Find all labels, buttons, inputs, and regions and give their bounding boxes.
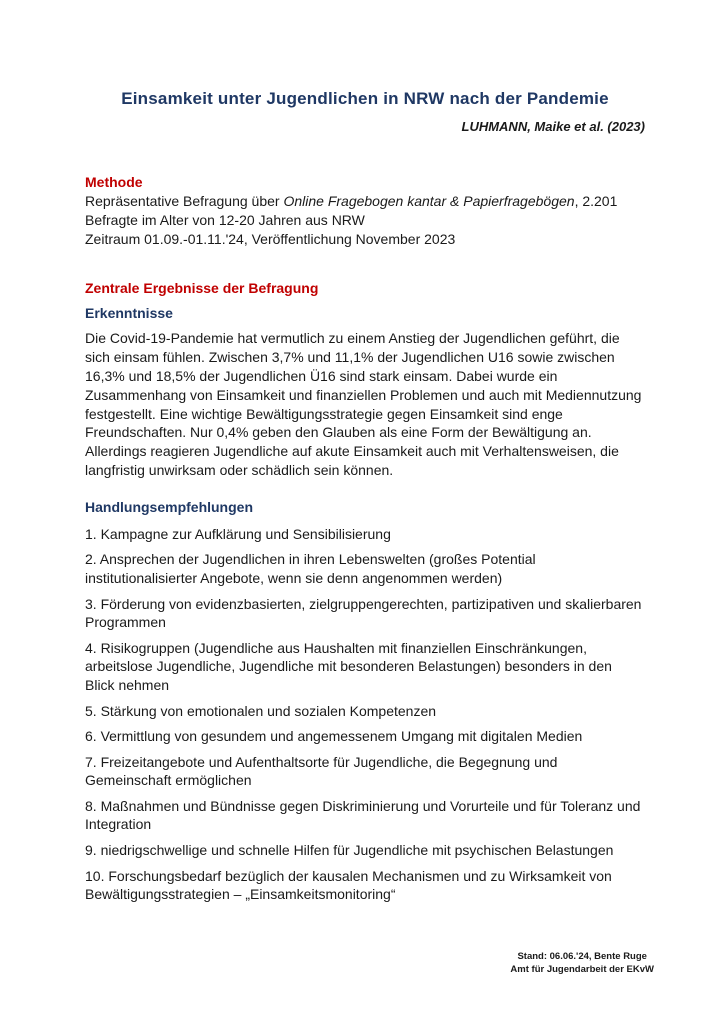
findings-heading: Erkenntnisse xyxy=(85,305,173,322)
methode-line-1 xyxy=(85,192,645,211)
recommendation-item: 10. Forschungsbedarf bezüglich der kausalen Mechanismen und zu Wirksamkeit von Bewältigungsstrategien – „Einsamkeitsmonitoring“ xyxy=(85,867,612,903)
document-footer xyxy=(510,951,654,976)
methode-line1-prefix: Repräsentative Befragung über xyxy=(85,193,284,209)
results-heading: Zentrale Ergebnisse der Befragung xyxy=(85,280,319,297)
recommendations-heading: Handlungsempfehlungen xyxy=(85,498,253,515)
recommendation-item: 6. Vermittlung von gesundem und angemessenem Umgang mit digitalen Medien xyxy=(85,728,583,745)
section-methode xyxy=(85,173,645,248)
author-byline: LUHMANN, Maike et al. (2023) xyxy=(461,119,645,134)
methode-line1-source: Online Fragebogen kantar & Papierfragebögen xyxy=(283,193,575,209)
methode-heading: Methode xyxy=(85,174,143,190)
recommendation-item: 3. Förderung von evidenzbasierten, zielgruppengerechten, partizipativen und skalierbaren Programmen xyxy=(85,595,642,631)
recommendation-item: 8. Maßnahmen und Bündnisse gegen Diskriminierung und Vorurteile und für Toleranz und Integration xyxy=(85,797,641,833)
footer-org-line: Amt für Jugendarbeit der EKvW xyxy=(510,963,654,975)
methode-line1-suffix: , 2.201 xyxy=(574,193,618,209)
footer-date-line: Stand: 06.06.'24, Bente Ruge xyxy=(517,951,647,962)
section-results xyxy=(85,279,645,479)
findings-paragraph: Die Covid-19-Pandemie hat vermutlich zu einem Anstieg der Jugendlichen geführt, die sich einsam fühlen. Zwischen 3,7% und 11,1% der Jugendlichen U16 sowie zwischen 16,3% und 18,5% der Jugendlichen Ü16 sind stark einsam. Dabei wurde ein Zusammenhang von Einsamkeit und finanziellen Problemen und auch mit Mediennutzung festgestellt. Eine wichtige Bewältigungsstrategie gegen Einsamkeit sind enge Freundschaften. Nur 0,4% geben den Glauben als eine Form der Bewältigung an. Allerdings reagieren Jugendliche auf akute Einsamkeit auch mit Verhaltensweisen, die langfristig unwirksam oder schädlich sein können. xyxy=(85,330,642,478)
recommendation-item: 5. Stärkung von emotionalen und sozialen Kompetenzen xyxy=(85,702,437,719)
recommendation-item: 1. Kampagne zur Aufklärung und Sensibilisierung xyxy=(85,525,391,542)
recommendation-item: 2. Ansprechen der Jugendlichen in ihren Lebenswelten (großes Potential institutionalisierter Angebote, wenn sie denn angenommen werden) xyxy=(85,551,536,586)
methode-line-2: Befragte im Alter von 12-20 Jahren aus NRW xyxy=(85,211,365,228)
recommendations-list xyxy=(85,525,645,904)
recommendation-item: 7. Freizeitangebote und Aufenthaltsorte für Jugendliche, die Begegnung und Gemeinschaft ermöglichen xyxy=(85,753,558,789)
page-title: Einsamkeit unter Jugendlichen in NRW nach der Pandemie xyxy=(121,89,609,108)
section-recommendations xyxy=(85,498,645,904)
methode-line-3: Zeitraum 01.09.-01.11.'24, Veröffentlichung November 2023 xyxy=(85,230,456,247)
recommendation-item: 9. niedrigschwellige und schnelle Hilfen für Jugendliche mit psychischen Belastungen xyxy=(85,842,614,859)
recommendation-item: 4. Risikogruppen (Jugendliche aus Haushalten mit finanziellen Einschränkungen, arbeitslose Jugendliche, Jugendliche mit besonderen Belastungen) besonders in den Blick nehmen xyxy=(85,639,612,693)
